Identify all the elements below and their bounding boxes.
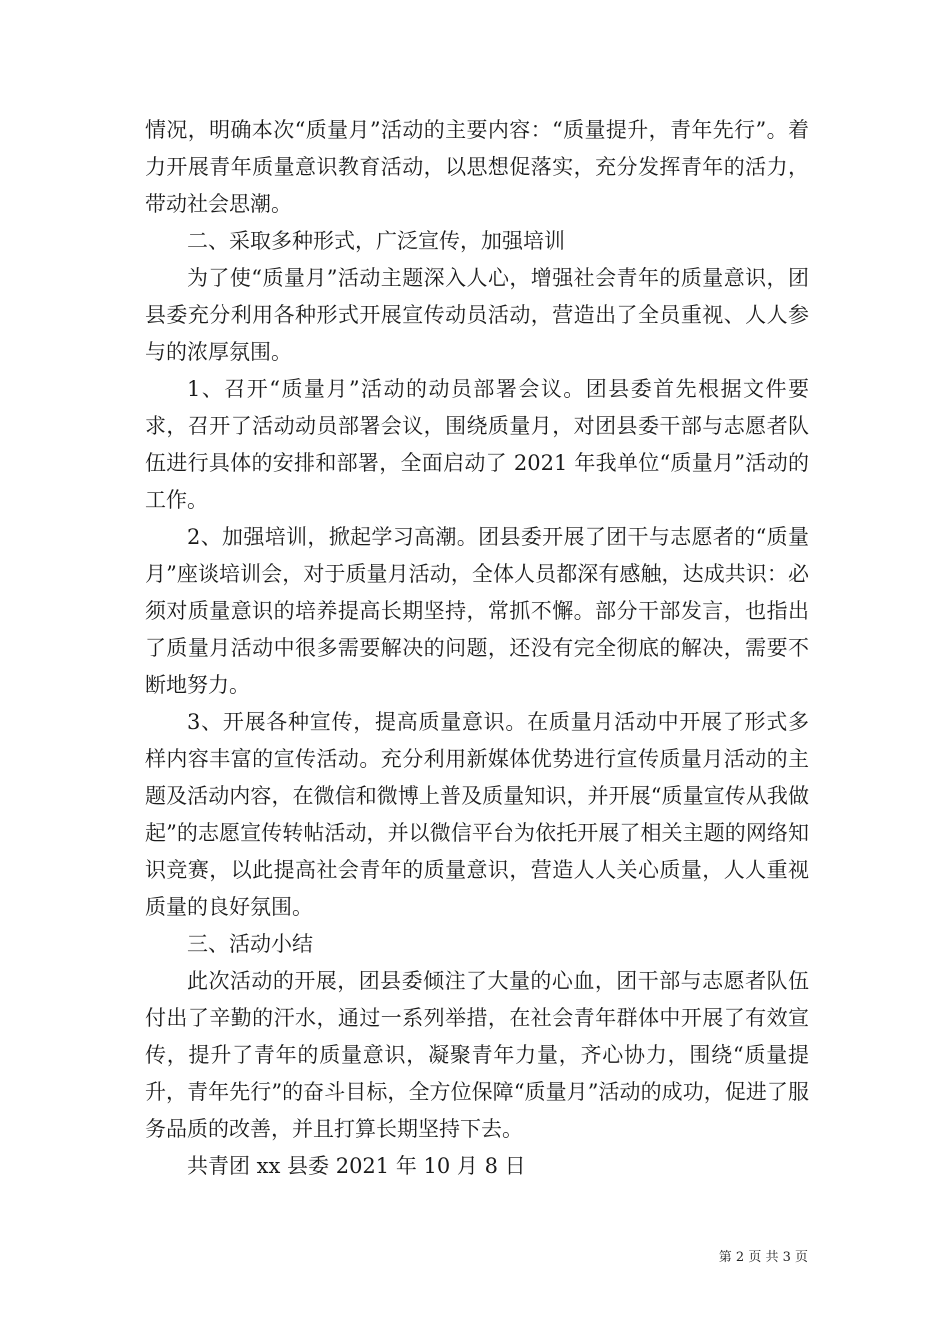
paragraph-item-2: 2、加强培训，掀起学习高潮。团县委开展了团干与志愿者的“质量月”座谈培训会，对于质量月活动，全体人员都深有感触，达成共识：必须对质量意识的培养提高长期坚持，常抓不懈。部分干部发言，也指出了质量月活动中很多需要解决的问题，还没有完全彻底的解决，需要不断地努力。 [145,525,809,697]
paragraph-summary: 此次活动的开展，团县委倾注了大量的心血，团干部与志愿者队伍付出了辛勤的汗水，通过一系列举措，在社会青年群体中开展了有效宣传，提升了青年的质量意识，凝聚青年力量，齐心协力，围绕“质量提升，青年先行”的奋斗目标，全方位保障“质量月”活动的成功，促进了服务品质的改善，并且打算长期坚持下去。 [145,969,809,1141]
section-heading-3: 三、活动小结 [187,932,313,956]
paragraph-item-1: 1、召开“质量月”活动的动员部署会议。团县委首先根据文件要求，召开了活动动员部署会议，围绕质量月，对团县委干部与志愿者队伍进行具体的安排和部署，全面启动了 2021 年我单位“质量月”活动的工作。 [145,377,809,512]
section-heading-2: 二、采取多种形式，广泛宣传，加强培训 [187,229,565,253]
signature-line: 共青团 xx 县委 2021 年 10 月 8 日 [187,1154,526,1178]
page-number: 第 2 页 共 3 页 [718,1250,808,1265]
paragraph-item-3: 3、开展各种宣传，提高质量意识。在质量月活动中开展了形式多样内容丰富的宣传活动。充分利用新媒体优势进行宣传质量月活动的主题及活动内容，在微信和微博上普及质量知识，并开展“质量宣传从我做起”的志愿宣传转帖活动，并以微信平台为依托开展了相关主题的网络知识竞赛，以此提高社会青年的质量意识，营造人人关心质量，人人重视质量的良好氛围。 [145,710,809,919]
paragraph-continuation: 情况，明确本次“质量月”活动的主要内容：“质量提升，青年先行”。着力开展青年质量意识教育活动，以思想促落实，充分发挥青年的活力，带动社会思潮。 [145,118,809,216]
paragraph-intro: 为了使“质量月”活动主题深入人心，增强社会青年的质量意识，团县委充分利用各种形式开展宣传动员活动，营造出了全员重视、人人参与的浓厚氛围。 [145,266,809,364]
document-body [145,112,809,1185]
